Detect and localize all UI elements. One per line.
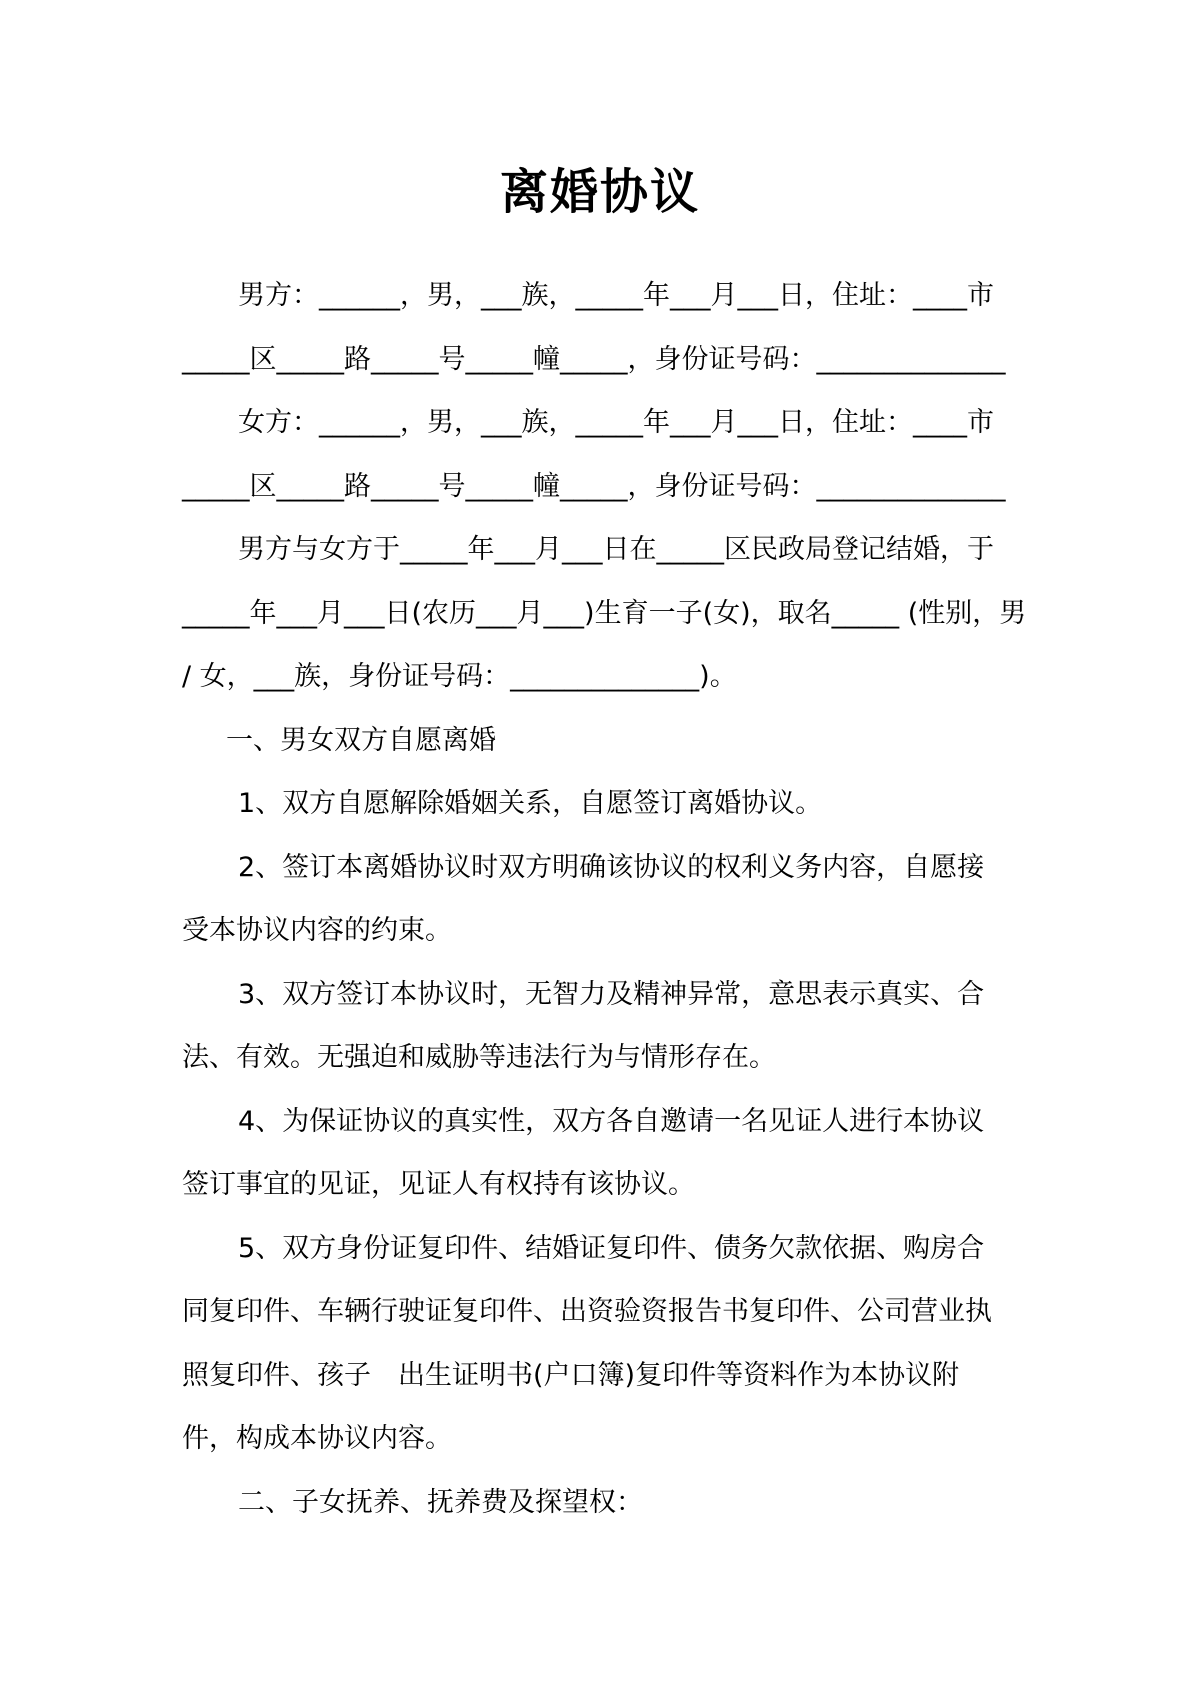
clause-1: 1、双方自愿解除婚姻关系，自愿签订离婚协议。 — [238, 788, 823, 819]
male-party-line: 男方：______，男，___族，_____年___月___日，住址：____市 — [238, 280, 994, 311]
female-party-line: 女方：______，男，___族，_____年___月___日，住址：____市 — [238, 407, 994, 438]
clause-4-line-2: 签订事宜的见证，见证人有权持有该协议。 — [182, 1169, 695, 1200]
clause-5-line-1: 5、双方身份证复印件、结婚证复印件、债务欠款依据、购房合 — [238, 1232, 985, 1264]
child-birth-line: _____年___月___日(农历___月___)生育一子(女)，取名_____ (性别，男 — [182, 597, 1027, 629]
clause-4-line-1: 4、为保证协议的真实性，双方各自邀请一名见证人进行本协议 — [238, 1105, 985, 1137]
clause-3-line-1: 3、双方签订本协议时，无智力及精神异常，意思表示真实、合 — [238, 978, 985, 1010]
child-id-line: / 女，___族，身份证号码：______________)。 — [182, 661, 737, 692]
document-title: 离婚协议 — [499, 164, 700, 220]
clause-5-line-4: 件，构成本协议内容。 — [182, 1423, 452, 1454]
clause-3-line-2: 法、有效。无强迫和威胁等违法行为与情形存在。 — [182, 1042, 776, 1073]
section-heading-2: 二、子女抚养、抚养费及探望权： — [238, 1486, 643, 1518]
female-party-address-line: _____区_____路_____号_____幢_____，身份证号码：______________ — [182, 470, 1006, 502]
section-heading-1: 一、男女双方自愿离婚 — [226, 724, 496, 756]
male-party-address-line: _____区_____路_____号_____幢_____，身份证号码：______________ — [182, 343, 1006, 375]
clause-5-line-3: 照复印件、孩子 出生证明书(户口簿)复印件等资料作为本协议附 — [182, 1359, 960, 1391]
marriage-registration-line: 男方与女方于_____年___月___日在_____区民政局登记结婚，于 — [238, 534, 994, 565]
document-body — [182, 264, 1028, 1534]
clause-2-line-2: 受本协议内容的约束。 — [182, 915, 452, 946]
clause-2-line-1: 2、签订本离婚协议时双方明确该协议的权利义务内容，自愿接 — [238, 851, 985, 883]
clause-5-line-2: 同复印件、车辆行驶证复印件、出资验资报告书复印件、公司营业执 — [182, 1296, 992, 1327]
